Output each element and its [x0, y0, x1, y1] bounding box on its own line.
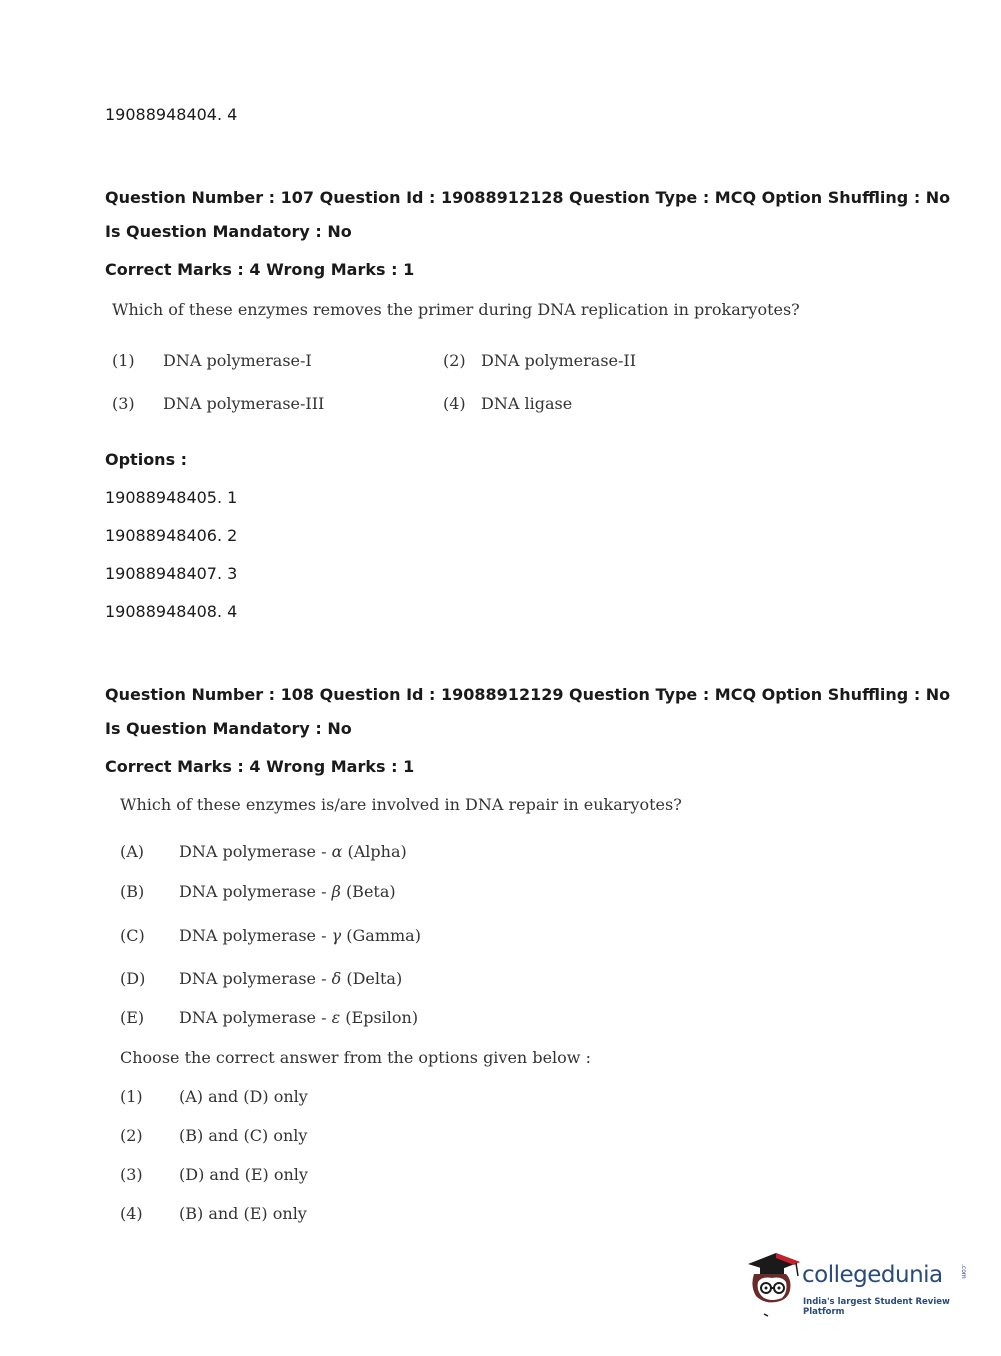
logo-tagline: India's largest Student Review Platform	[803, 1297, 950, 1317]
instruction-text: Choose the correct answer from the options given below :	[120, 1048, 591, 1067]
choice-number: (2)	[120, 1126, 143, 1145]
statement-name: (Gamma)	[346, 926, 421, 945]
statement-text	[179, 926, 421, 945]
greek-symbol: α	[331, 842, 343, 861]
choice-text: DNA ligase	[481, 394, 573, 413]
question-header: Question Number : 108 Question Id : 19088912129 Question Type : MCQ Option Shuffling : No	[105, 685, 951, 704]
statement-name: (Alpha)	[347, 842, 407, 861]
greek-symbol: γ	[331, 926, 342, 945]
question-marks: Correct Marks : 4 Wrong Marks : 1	[105, 757, 415, 776]
statement-text	[179, 969, 402, 988]
greek-symbol: δ	[331, 969, 342, 988]
choice-text: (D) and (E) only	[179, 1165, 308, 1184]
collegedunia-logo	[742, 1250, 972, 1320]
statement-prefix: DNA polymerase -	[179, 1008, 332, 1027]
choice-number: (2)	[443, 351, 466, 370]
option-line: 19088948404. 4	[105, 105, 238, 124]
choice-number: (4)	[443, 394, 466, 413]
logo-dotcom: .com	[960, 1264, 967, 1279]
option-line: 19088948405. 1	[105, 488, 238, 507]
statement-text	[179, 1008, 418, 1027]
question-mandatory: Is Question Mandatory : No	[105, 719, 352, 738]
statement-prefix: DNA polymerase -	[179, 882, 332, 901]
question-text: Which of these enzymes removes the primer during DNA replication in prokaryotes?	[112, 300, 800, 319]
statement-name: (Epsilon)	[345, 1008, 419, 1027]
choice-number: (3)	[120, 1165, 143, 1184]
statement-name: (Delta)	[346, 969, 403, 988]
greek-symbol: ε	[331, 1008, 341, 1027]
option-line: 19088948408. 4	[105, 602, 238, 621]
statement-label: (A)	[120, 842, 145, 861]
choice-text: DNA polymerase-I	[163, 351, 312, 370]
question-mandatory: Is Question Mandatory : No	[105, 222, 352, 241]
statement-prefix: DNA polymerase -	[179, 969, 332, 988]
greek-symbol: β	[331, 882, 341, 901]
choice-text: (B) and (C) only	[179, 1126, 308, 1145]
choice-text: (B) and (E) only	[179, 1204, 307, 1223]
statement-label: (E)	[120, 1008, 145, 1027]
question-header: Question Number : 107 Question Id : 19088912128 Question Type : MCQ Option Shuffling : No	[105, 188, 951, 207]
option-line: 19088948406. 2	[105, 526, 238, 545]
statement-label: (B)	[120, 882, 145, 901]
statement-name: (Beta)	[345, 882, 396, 901]
statement-prefix: DNA polymerase -	[179, 842, 332, 861]
student-mascot-icon	[742, 1250, 804, 1320]
choice-number: (1)	[112, 351, 135, 370]
choice-text: (A) and (D) only	[179, 1087, 308, 1106]
statement-label: (C)	[120, 926, 145, 945]
question-text: Which of these enzymes is/are involved in DNA repair in eukaryotes?	[120, 795, 682, 814]
statement-text	[179, 842, 407, 861]
logo-brand: collegedunia	[802, 1262, 943, 1288]
statement-prefix: DNA polymerase -	[179, 926, 332, 945]
choice-text: DNA polymerase-III	[163, 394, 325, 413]
question-marks: Correct Marks : 4 Wrong Marks : 1	[105, 260, 415, 279]
choice-number: (3)	[112, 394, 135, 413]
statement-text	[179, 882, 396, 901]
statement-label: (D)	[120, 969, 146, 988]
option-line: 19088948407. 3	[105, 564, 238, 583]
options-label: Options :	[105, 450, 188, 469]
choice-text: DNA polymerase-II	[481, 351, 637, 370]
choice-number: (1)	[120, 1087, 143, 1106]
choice-number: (4)	[120, 1204, 143, 1223]
